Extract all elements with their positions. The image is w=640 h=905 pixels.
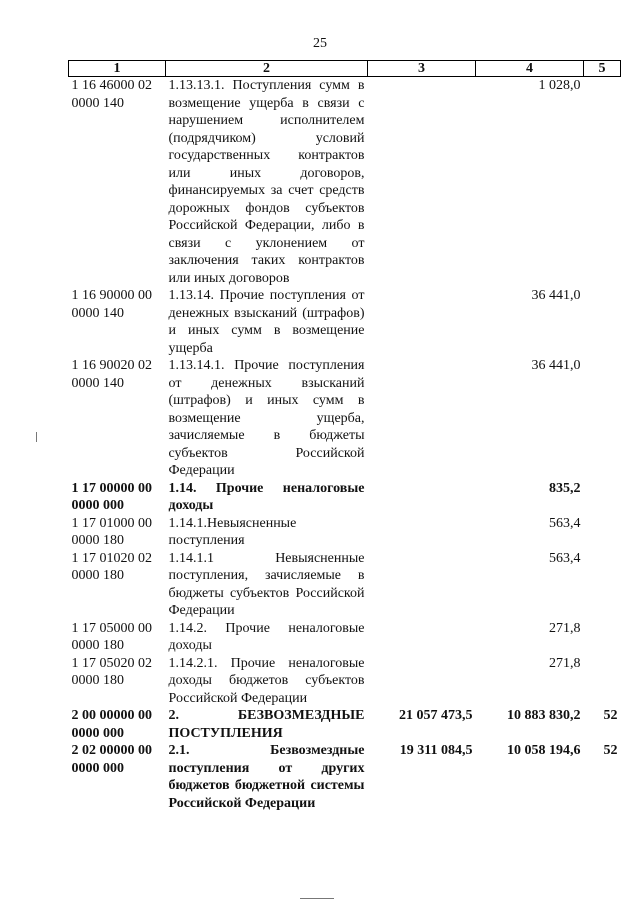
table-row xyxy=(69,357,621,480)
header-col-1: 1 xyxy=(69,61,166,77)
cell-col5 xyxy=(584,77,621,288)
cell-name: 1.14.2. Прочие неналоговые доходы xyxy=(168,620,365,653)
cell-col4: 271,8 xyxy=(549,655,581,671)
cell-name: 1.13.14.1. Прочие поступления от денежных взысканий (штрафов) и иных сумм в возмещение ущерба, зачисляемые в бюджеты субъектов Российской Федерации xyxy=(168,358,365,478)
cell-col3 xyxy=(368,655,476,708)
margin-mark xyxy=(36,432,37,442)
cell-col5: 52 xyxy=(603,743,618,758)
header-col-2: 2 xyxy=(166,61,368,77)
cell-name: 2.1. Безвозмездные поступления от других бюджетов бюджетной системы Российской Федерации xyxy=(168,743,365,811)
cell-code: 1 16 46000 02 0000 140 xyxy=(71,78,152,111)
cell-code: 1 16 90020 02 0000 140 xyxy=(71,358,152,391)
page-number: 25 xyxy=(313,36,327,51)
cell-code: 1 16 90000 00 0000 140 xyxy=(71,288,152,321)
budget-table xyxy=(68,60,621,812)
cell-name: 2. БЕЗВОЗМЕЗДНЫЕ ПОСТУПЛЕНИЯ xyxy=(168,708,365,741)
cell-col3 xyxy=(368,287,476,357)
cell-col4: 36 441,0 xyxy=(531,358,581,373)
cell-code: 1 17 00000 00 0000 000 xyxy=(71,480,152,513)
table-row xyxy=(69,287,621,357)
cell-name: 1.14.1.1 Невыясненные поступления, зачисляемые в бюджеты субъектов Российской Федерации xyxy=(168,550,365,618)
table-row xyxy=(69,77,621,288)
table-row xyxy=(69,480,621,515)
cell-code: 2 00 00000 00 0000 000 xyxy=(71,708,152,741)
cell-col5 xyxy=(584,480,621,515)
cell-col5 xyxy=(584,550,621,620)
cell-col5 xyxy=(584,357,621,480)
cell-col4: 10 883 830,2 xyxy=(507,708,581,723)
table-row xyxy=(69,655,621,708)
table-row xyxy=(69,707,621,742)
cell-code: 1 17 01020 02 0000 180 xyxy=(71,550,152,583)
cell-code: 1 17 01000 00 0000 180 xyxy=(71,515,152,548)
cell-col3 xyxy=(368,480,476,515)
table-row xyxy=(69,515,621,550)
cell-col5 xyxy=(584,620,621,655)
cell-col3: 21 057 473,5 xyxy=(399,708,473,723)
cell-name: 1.14.2.1. Прочие неналоговые доходы бюджетов субъектов Российской Федерации xyxy=(168,655,365,706)
cell-name: 1.14.1.Невыясненные поступления xyxy=(168,515,297,548)
cell-col4: 271,8 xyxy=(549,620,581,636)
table-row xyxy=(69,742,621,812)
cell-col5 xyxy=(584,287,621,357)
cell-col3 xyxy=(368,77,476,288)
cell-code: 1 17 05000 00 0000 180 xyxy=(71,620,152,653)
cell-col3: 19 311 084,5 xyxy=(399,743,473,758)
cell-col4: 563,4 xyxy=(549,550,581,566)
cell-col3 xyxy=(368,620,476,655)
footer-mark xyxy=(300,898,334,899)
cell-col3 xyxy=(368,550,476,620)
cell-code: 2 02 00000 00 0000 000 xyxy=(71,743,152,776)
header-col-5: 5 xyxy=(584,61,621,77)
cell-col5 xyxy=(584,655,621,708)
cell-col4: 563,4 xyxy=(549,515,581,531)
cell-col4: 835,2 xyxy=(549,480,581,496)
table-row xyxy=(69,620,621,655)
header-col-4: 4 xyxy=(476,61,584,77)
table-row xyxy=(69,550,621,620)
cell-name: 1.13.13.1. Поступления сумм в возмещение ущерба в связи с нарушением исполнителем (подрядчиком) условий государственных контрактов или иных договоров, финансируемых за счет средств дорожных фондов субъектов Российской Федерации, либо в связи с уклонением от заключения таких контрактов или иных договоров xyxy=(168,78,365,286)
cell-col5 xyxy=(584,515,621,550)
cell-code: 1 17 05020 02 0000 180 xyxy=(71,655,152,688)
header-col-3: 3 xyxy=(368,61,476,77)
cell-name: 1.14. Прочие неналоговые доходы xyxy=(168,480,365,513)
cell-col3 xyxy=(368,515,476,550)
cell-col4: 36 441,0 xyxy=(531,288,581,303)
cell-col3 xyxy=(368,357,476,480)
cell-col4: 10 058 194,6 xyxy=(507,743,581,758)
cell-name: 1.13.14. Прочие поступления от денежных взысканий (штрафов) и иных сумм в возмещение ущерба xyxy=(168,288,365,356)
table-header-row xyxy=(69,61,621,77)
cell-col4: 1 028,0 xyxy=(538,78,581,93)
cell-col5: 52 xyxy=(603,708,618,723)
